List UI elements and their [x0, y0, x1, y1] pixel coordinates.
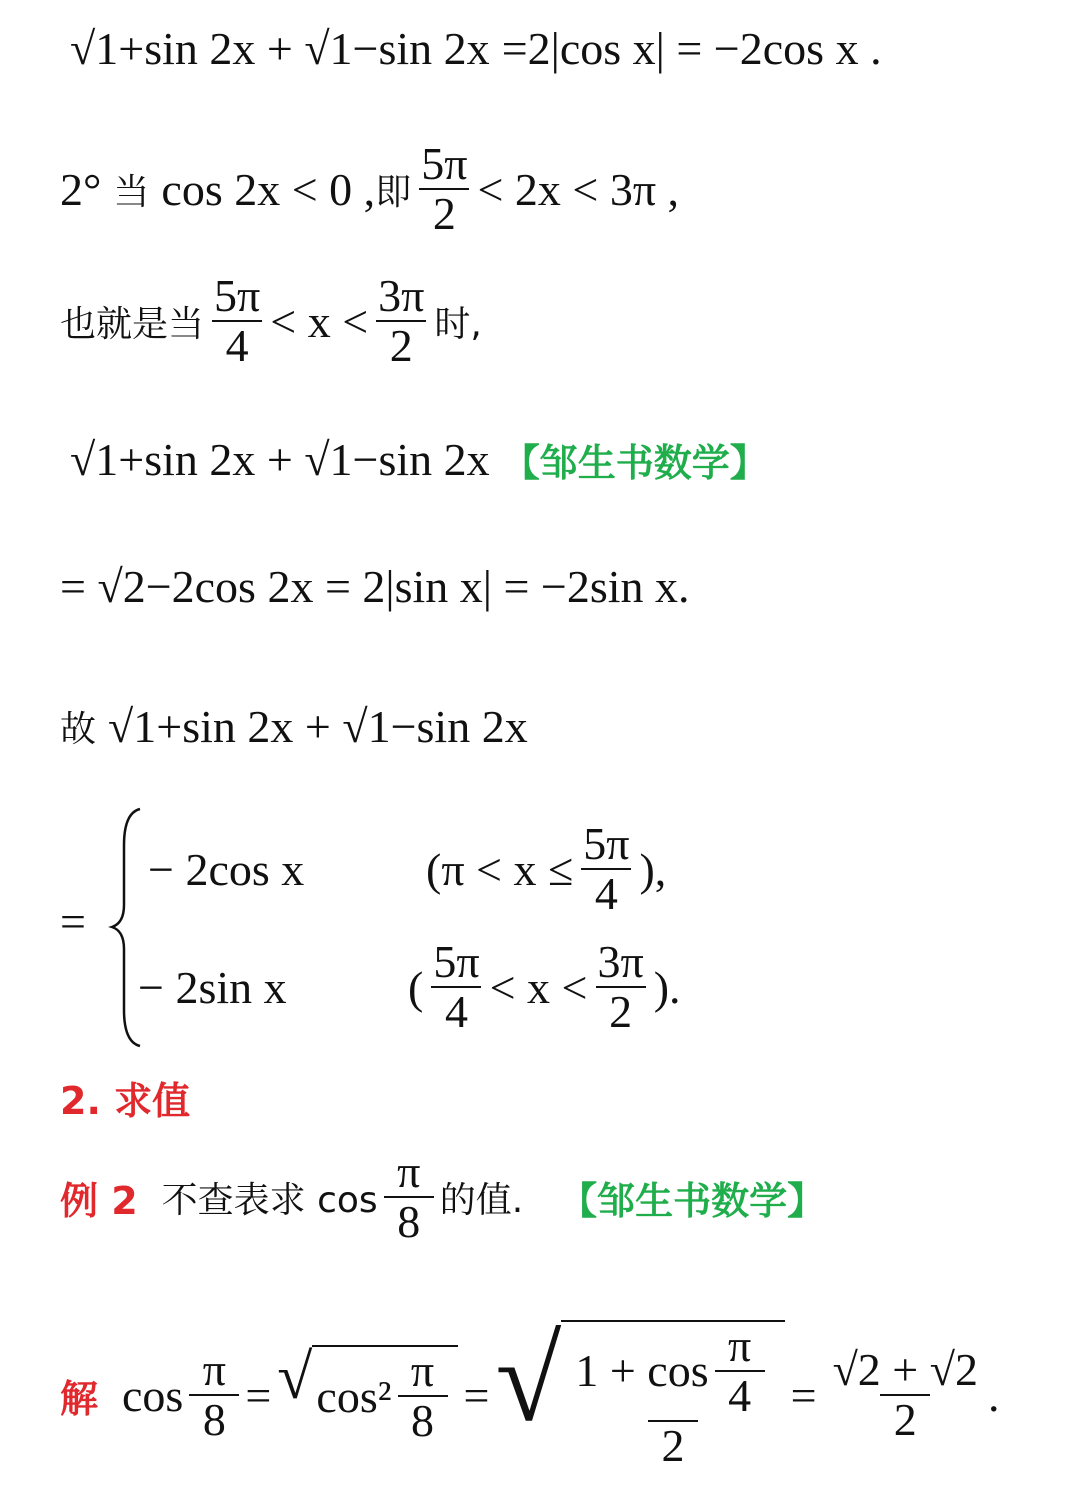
example-fraction: $\frac{\pi}{8}$: [384, 1148, 434, 1247]
case2-fraction-2: $\frac{3\pi}{2}$: [597, 936, 644, 1038]
sum-of-roots: √1+sin 2x + √1−sin 2x: [70, 434, 490, 485]
piecewise-equals: =: [60, 896, 86, 947]
example-line: [60, 1148, 825, 1247]
sol-root-half-angle: √ 1 + cos $\frac{\pi}{4}$ 2: [495, 1320, 784, 1471]
case2-expr: − 2sin x: [138, 961, 287, 1013]
sol-fraction-pi-8: $\frac{\pi}{8}$: [189, 1346, 239, 1445]
case1-fraction: $\frac{5\pi}{4}$: [583, 818, 630, 920]
conclusion-line: [60, 700, 528, 753]
piecewise-case-2: − 2sin x ( $\frac{5\pi}{4}$ < x < $\frac{3\pi}{2}$ ).: [138, 936, 681, 1038]
range-mid: < x <: [270, 295, 369, 347]
equation-line-1: [70, 22, 882, 75]
equation-line-5: [60, 560, 690, 613]
sol-root-cos-squared: √ cos² $\frac{\pi}{8}$: [277, 1345, 457, 1446]
sol-cos: cos: [122, 1369, 184, 1421]
that-is-text: 也就是当: [60, 303, 205, 345]
conclusion-expr: √1+sin 2x + √1−sin 2x: [108, 701, 528, 752]
solution-label: 解: [60, 1376, 99, 1421]
range-expr: < 2x < 3π ,: [477, 163, 680, 215]
fraction-3pi-2: $\frac{3\pi}{2}$: [378, 270, 425, 372]
case1-cond-end: ),: [639, 843, 667, 895]
line1-rhs: =2|cos x| = −2cos x .: [501, 23, 882, 74]
example-text: 不查表求 cos: [161, 1179, 378, 1221]
example-label: 例 2: [60, 1178, 138, 1223]
solution-line: 解 cos $\frac{\pi}{8}$ = √ cos² $\frac{\pi}{8}$ = √ 1 + cos $\frac{\pi}{4}$ 2 = $\frac{√2 + √2}{2}$ .: [60, 1312, 1000, 1472]
when-text: 当: [113, 171, 150, 213]
section-heading: [60, 1070, 190, 1125]
case1-expr: − 2cos x: [148, 843, 305, 895]
equation-line-4: [70, 432, 768, 487]
fraction-5pi-4: $\frac{5\pi}{4}$: [214, 270, 261, 372]
when-suffix: 时,: [434, 303, 482, 345]
watermark-label: 【邹生书数学】: [501, 441, 768, 485]
example-tail: 的值.: [439, 1179, 524, 1221]
condition-line-2: [60, 140, 679, 239]
condition-line-3: [60, 272, 482, 371]
simplified-expr: = √2−2cos 2x = 2|sin x| = −2sin x.: [60, 561, 690, 612]
line1-lhs: √1+sin 2x + √1−sin 2x: [70, 23, 490, 74]
case-marker: 2°: [60, 163, 102, 215]
ie-text: 即: [375, 171, 412, 213]
case2-fraction-1: $\frac{5\pi}{4}$: [433, 936, 480, 1038]
fraction-5pi-2: $\frac{5\pi}{2}$: [421, 138, 468, 240]
sol-result-fraction: $\frac{√2 + √2}{2}$: [832, 1343, 978, 1445]
therefore-text: 故: [60, 709, 97, 750]
condition-expr: cos 2x < 0 ,: [161, 163, 376, 215]
watermark-label-2: 【邹生书数学】: [559, 1178, 826, 1223]
case1-cond-start: (π < x ≤: [426, 843, 574, 895]
section-title: 2. 求值: [60, 1079, 191, 1123]
piecewise-case-1: [148, 820, 666, 919]
